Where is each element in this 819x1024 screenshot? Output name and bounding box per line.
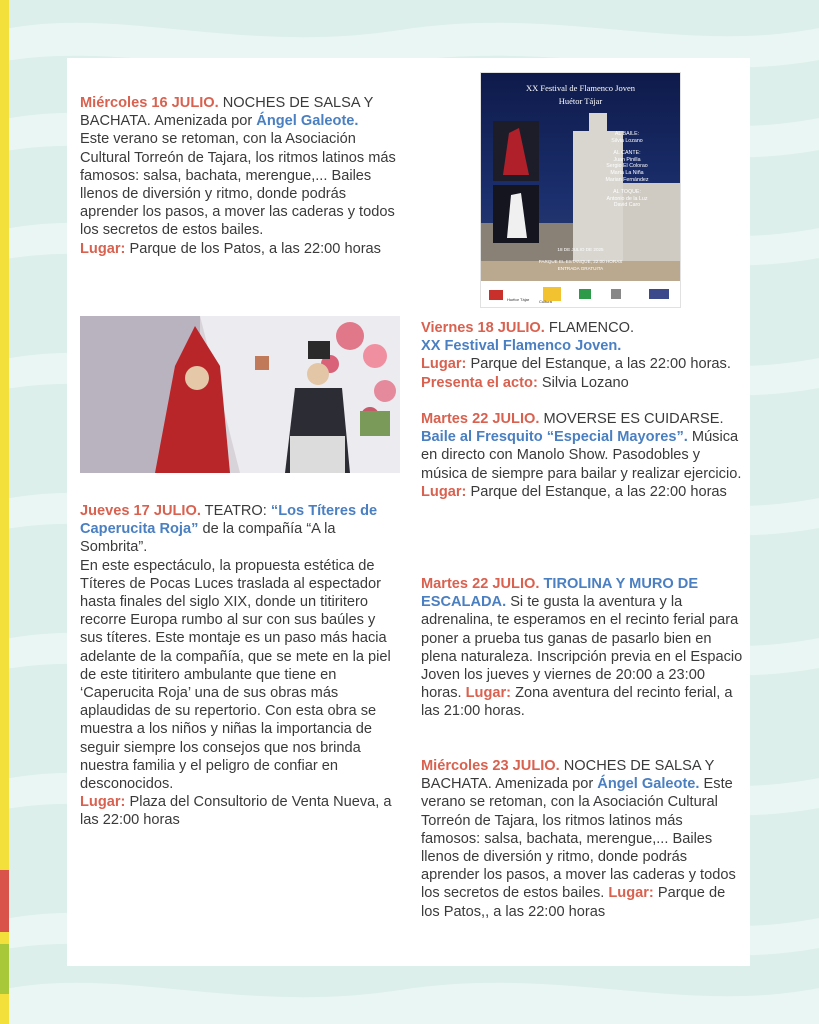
poster-cante-name: Sergio El Colorao — [606, 163, 648, 170]
event-moverse-22-julio — [421, 410, 743, 501]
left-color-strip — [0, 0, 9, 1024]
event-highlight: Ángel Galeote. — [256, 113, 359, 130]
event-description: En este espectáculo, la propuesta estética de Títeres de Pocas Luces traslada al espectador hasta finales del siglo XIX, donde un titiritero recorre Europa rumbo al sur con sus baúles y sus títeres. Este montaje es un paso más hacia adelante de la compañía, que se mete en la piel de este titiritero ambulante que tiene en ‘Caperucita Roja’ una de sus obras más aplaudidas de su repertorio. Con esta obra se muestra a los niños y niñas la importancia de seguir siempre los consejos que nos brinda nuestra familia y el peligro de confiar en desconocidos. — [80, 557, 391, 793]
lugar-label: Lugar: — [421, 356, 467, 373]
lugar-text: Plaza del Consultorio de Venta Nueva, a las 22:00 horas — [80, 794, 392, 829]
event-date: Miércoles 23 JULIO. — [421, 758, 560, 774]
lugar-text: Parque del Estanque, a las 22:00 horas — [470, 483, 727, 500]
poster-cante-name: Juan Pinilla — [613, 156, 641, 163]
event-teatro-17-julio — [80, 502, 400, 830]
lugar-label: Lugar: — [465, 685, 512, 702]
poster-footer-logo-1: Huétor Tájar — [507, 297, 530, 302]
poster-cante-head: AL CANTE: — [613, 150, 641, 157]
event-description: Si te gusta la aventura y la adrenalina, te esperamos en el recinto ferial para poner a prueba tus ganas de pasarlo bien en plena naturaleza. Inscripción previa en el Espacio Joven los jueves y viernes de 20:00 a 23:00 horas. — [421, 594, 743, 702]
lugar-text: Parque de los Patos,, a las 22:00 horas — [421, 885, 726, 920]
event-title: NOCHES DE SALSA Y BACHATA. Amenizada por — [80, 95, 374, 130]
poster-title: XX Festival de Flamenco Joven — [525, 83, 636, 93]
poster-toque-head: AL TOQUE: — [613, 189, 641, 196]
event-date: Viernes 18 JULIO. — [421, 320, 545, 336]
lugar-label: Lugar: — [421, 483, 467, 500]
event-title: NOCHES DE SALSA Y BACHATA. Amenizada por — [421, 758, 715, 793]
event-salsa-16-julio — [80, 94, 400, 258]
event-description: Este verano se retoman, con la Asociación Cultural Torreón de Tajara, los ritmos latinos más famosos: salsa, bachata, merengue,... Bailes llenos de diversión y ritmo, donde podrás aprender los pasos, a mover las caderas y todos los secretos de estos bailes. — [80, 131, 396, 239]
event-flamenco-18-julio — [421, 319, 743, 392]
lugar-label: Lugar: — [80, 794, 126, 811]
event-highlight: XX Festival Flamenco Joven. — [421, 338, 622, 355]
event-tirolina-22-julio — [421, 575, 743, 721]
flamenco-festival-poster — [480, 72, 681, 308]
event-description: Este verano se retoman, con la Asociación Cultural Torreón de Tajara, los ritmos latinos más famosos: salsa, bachata, merengue,... Bailes llenos de diversión y ritmo, donde podrás aprender los pasos, a mover las caderas y todos los secretos de estos bailes. — [421, 776, 736, 902]
lugar-text: Zona aventura del recinto ferial, a las 21:00 horas. — [421, 685, 733, 720]
event-title: TEATRO: — [204, 503, 267, 519]
event-salsa-23-julio — [421, 757, 743, 921]
event-description: Música en directo con Manolo Show. Pasodobles y música de siempre para bailar y realizar ejercicio. — [421, 429, 742, 482]
event-title: FLAMENCO. — [548, 320, 635, 336]
event-date: Jueves 17 JULIO. — [80, 503, 201, 519]
presenta-text: Silvia Lozano — [541, 374, 629, 391]
lugar-label: Lugar: — [80, 240, 126, 257]
event-date: Miércoles 16 JULIO. — [80, 95, 219, 111]
event-highlight: TIROLINA Y MURO DE ESCALADA. — [421, 576, 699, 611]
presenta-label: Presenta el acto: — [421, 374, 538, 391]
poster-toque-name: Antonio de la Luz — [606, 195, 648, 202]
poster-footer-logo-2: Cultura — [539, 299, 552, 304]
event-highlight: Baile al Fresquito “Especial Mayores”. — [421, 429, 688, 446]
poster-lineup — [581, 131, 673, 209]
event-date: Martes 22 JULIO. — [421, 576, 540, 592]
poster-baile-name: Silvia Lozano — [611, 137, 643, 144]
poster-cante-name: Marian Fernández — [605, 176, 649, 183]
event-highlight: “Los Títeres de Caperucita Roja” — [80, 503, 378, 538]
event-date: Martes 22 JULIO. — [421, 411, 540, 427]
poster-cante-name: Marta La Niña — [610, 169, 644, 176]
poster-toque-name: David Caro — [613, 202, 641, 209]
lugar-label: Lugar: — [608, 885, 654, 902]
puppet-show-photo — [80, 316, 400, 473]
lugar-text: Parque del Estanque, a las 22:00 horas. — [470, 356, 731, 373]
event-title-after: de la compañía “A la Sombrita”. — [80, 521, 336, 556]
poster-place: PARQUE EL ESTANQUE, 22:00 HORAS — [538, 259, 623, 264]
lugar-text: Parque de los Patos, a las 22:00 horas — [129, 240, 381, 257]
event-highlight: Ángel Galeote. — [597, 776, 700, 793]
poster-date: 18 DE JULIO DE 2025 — [557, 247, 604, 252]
poster-baile-head: AL BAILE: — [614, 131, 640, 137]
poster-subtitle: Huétor Tájar — [558, 96, 603, 106]
event-title: MOVERSE ES CUIDARSE. — [543, 411, 724, 427]
poster-entry: ENTRADA GRATUITA — [557, 266, 604, 271]
